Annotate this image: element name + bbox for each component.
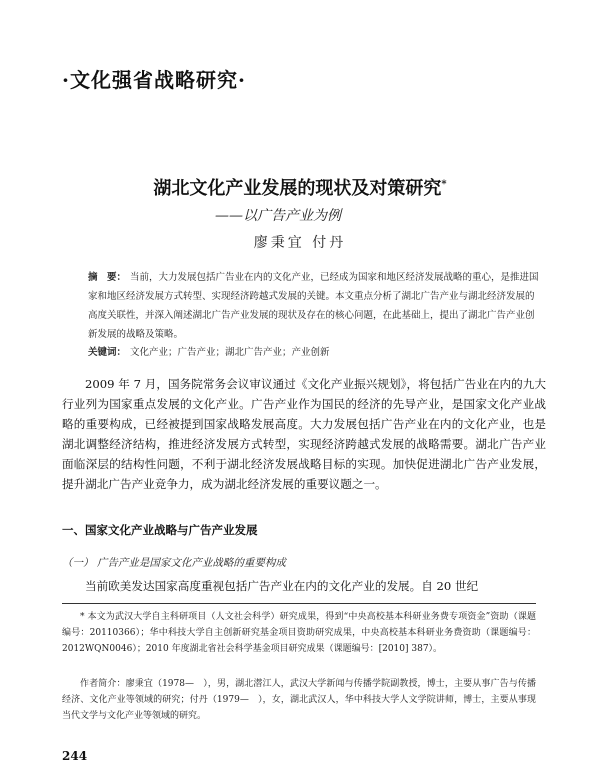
keywords	[88, 344, 540, 358]
section-header: ·文化强省战略研究·	[62, 68, 246, 92]
subsection-heading: （一） 广告产业是国家文化产业战略的重要构成	[62, 557, 286, 569]
article-title-text: 湖北文化产业发展的现状及对策研究	[153, 178, 442, 199]
abstract-text: 当前，大力发展包括广告业在内的文化产业，已经成为国家和地区经济发展战略的重心，是推进国家和地区经济发展方式转型、实现经济跨越式发展的关键。本文重点分析了湖北广告产业与湖北经济发展的高度关联性，并深入阐述湖北广告产业发展的现状及存在的核心问题，在此基础上，提出了湖北广告产业创新发展的战略及策略。	[88, 272, 539, 340]
keywords-label: 关键词：	[88, 347, 127, 358]
intro-paragraph: 2009 年 7 月，国务院常务会议审议通过《文化产业振兴规划》，将包括广告业在内的九大行业列为国家重点发展的文化产业。广告产业作为国民的经济的先导产业，是国家文化产业战略的重要构成，已经被提到国家战略发展高度。大力发展包括广告产业在内的文化产业，也是湖北调整经济结构，推进经济发展方式转型，实现经济跨越式发展的战略需要。湖北广告产业面临深层的结构性问题，不利于湖北经济发展战略目标的实现。加快促进湖北广告产业发展，提升湖北广告产业竞争力，成为湖北经济发展的重要议题之一。	[62, 377, 546, 491]
footnote-funding: * 本文为武汉大学自主科研项目（人文社会科学）研究成果，得到“中央高校基本科研业务费专项资金”资助（课题编号：20110366）；华中科技大学自主创新研究基金项目资助研究成果，中央高校基本科研业务费资助（课题编号：2012WQN0046）；2010 年度湖北省社会科学基金项目研究成果（课题编号：[2010] 387）。	[62, 612, 536, 654]
footnote-divider	[62, 603, 536, 604]
authors: 廖秉宜 付丹	[253, 235, 347, 251]
article-subtitle: ——以广告产业为例	[215, 208, 341, 224]
article-title	[0, 174, 600, 200]
abstract	[88, 268, 540, 344]
body-paragraph: 当前欧美发达国家高度重视包括广告产业在内的文化产业的发展。自 20 世纪	[85, 579, 479, 593]
section-heading: 一、国家文化产业战略与广告产业发展	[62, 523, 258, 537]
page-number: 244	[62, 749, 88, 763]
footnote-authors: 作者简介：廖秉宜（1978— ），男，湖北潜江人，武汉大学新闻与传播学院副教授，博士，主要从事广告与传播经济、文化产业等领域的研究；付丹（1979— ），女，湖北武汉人，华中科技大学人文学院讲师，博士，主要从事现当代文学与文化产业等领域的研究。	[62, 679, 536, 721]
title-footnote-mark: *	[441, 179, 447, 190]
keywords-text: 文化产业；广告产业；湖北广告产业；产业创新	[130, 347, 330, 358]
abstract-label: 摘 要：	[88, 272, 127, 283]
